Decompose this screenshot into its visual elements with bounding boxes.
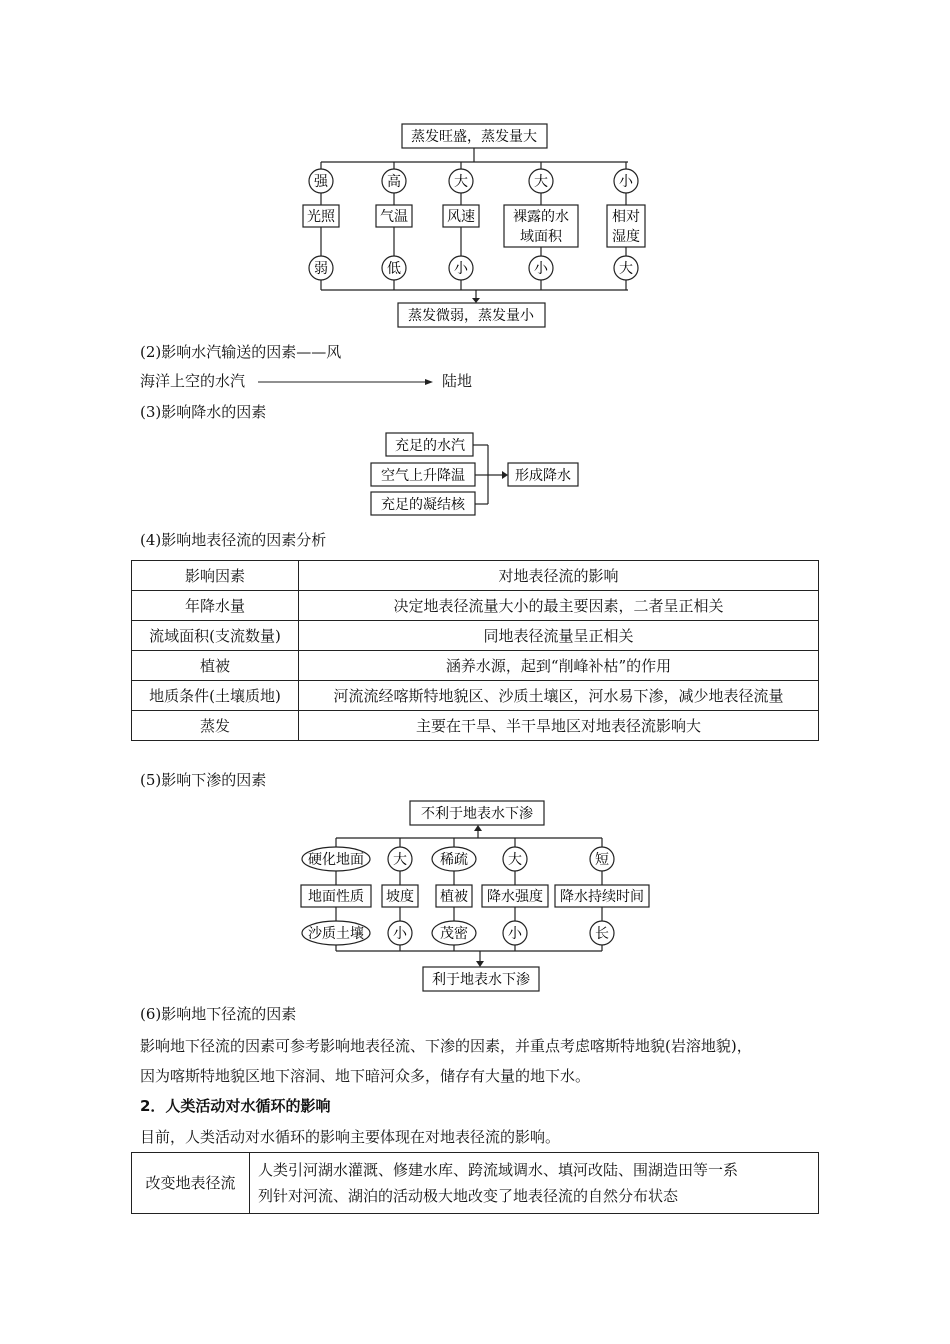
section6-line1: 影响地下径流的因素可参考影响地表径流、下渗的因素，并重点考虑喀斯特地貌(岩溶地貌)， <box>140 1037 752 1055</box>
evap-factor-label: 气温 <box>380 209 408 225</box>
evap-bottom-value: 小 <box>454 261 468 277</box>
input-label-1: 充足的水汽 <box>395 438 465 454</box>
effect-cell: 决定地表径流量大小的最主要因素，二者呈正相关 <box>299 591 819 621</box>
infil-bottom-value: 小 <box>508 926 522 942</box>
table-row <box>132 651 819 681</box>
effect-cell: 河流流经喀斯特地貌区、沙质土壤区，河水易下渗，减少地表径流量 <box>299 681 819 711</box>
evap-top-value: 小 <box>619 174 633 190</box>
section6-heading: (6)影响地下径流的因素 <box>140 1005 297 1023</box>
infil-factor-label: 坡度 <box>386 889 414 905</box>
infil-top-value: 大 <box>508 852 522 868</box>
activity-desc-cell <box>250 1153 819 1214</box>
output-label: 形成降水 <box>515 468 571 484</box>
factor-cell: 蒸发 <box>132 711 299 741</box>
evap-bottom-value: 大 <box>619 261 633 277</box>
part2-intro: 目前，人类活动对水循环的影响主要体现在对地表径流的影响。 <box>140 1128 561 1146</box>
factor-cell: 流域面积(支流数量) <box>132 621 299 651</box>
activity-desc-line2: 列针对河流、湖泊的活动极大地改变了地表径流的自然分布状态 <box>258 1187 679 1205</box>
evap-factor-label: 风速 <box>447 209 475 225</box>
evaporation-diagram <box>0 0 950 335</box>
evap-bottom-label: 蒸发微弱，蒸发量小 <box>408 308 534 324</box>
header-cell: 影响因素 <box>132 561 299 591</box>
evap-top-label: 蒸发旺盛，蒸发量大 <box>411 129 537 145</box>
evap-bottom-value: 弱 <box>314 261 328 277</box>
human-activity-table <box>131 1152 819 1214</box>
evap-factor-label: 域面积 <box>520 229 562 245</box>
vapor-destination: 陆地 <box>442 372 473 390</box>
infil-top-value: 短 <box>595 852 609 868</box>
evap-top-value: 强 <box>314 174 328 190</box>
evap-factor-label: 相对 <box>612 209 640 225</box>
evap-bottom-value: 低 <box>387 261 401 277</box>
part2-heading: 2．人类活动对水循环的影响 <box>140 1097 331 1115</box>
infil-bottom-value: 茂密 <box>440 926 468 942</box>
infiltration-diagram <box>0 795 950 995</box>
table-header-row <box>132 561 819 591</box>
effect-cell: 同地表径流量呈正相关 <box>299 621 819 651</box>
table-row <box>132 681 819 711</box>
evap-top-value: 大 <box>454 174 468 190</box>
evap-top-value: 大 <box>534 174 548 190</box>
infil-top-value: 大 <box>393 852 407 868</box>
factor-cell: 地质条件(土壤质地) <box>132 681 299 711</box>
section2-heading: (2)影响水汽输送的因素——风 <box>140 343 342 361</box>
section6-line2: 因为喀斯特地貌区地下溶洞、地下暗河众多，储存有大量的地下水。 <box>140 1067 591 1085</box>
evap-factor-label: 光照 <box>307 209 335 225</box>
infil-bottom-value: 小 <box>393 926 407 942</box>
precipitation-diagram <box>0 425 950 525</box>
header-cell: 对地表径流的影响 <box>299 561 819 591</box>
effect-cell: 主要在干旱、半干旱地区对地表径流影响大 <box>299 711 819 741</box>
section5-heading: (5)影响下渗的因素 <box>140 771 267 789</box>
evap-bottom-value: 小 <box>534 261 548 277</box>
runoff-factor-table <box>131 560 819 741</box>
input-label-2: 空气上升降温 <box>381 468 465 484</box>
section4-heading: (4)影响地表径流的因素分析 <box>140 531 327 549</box>
effect-cell: 涵养水源，起到“削峰补枯”的作用 <box>299 651 819 681</box>
evap-top-value: 高 <box>387 174 401 190</box>
factor-cell: 年降水量 <box>132 591 299 621</box>
evap-factor-label: 湿度 <box>612 229 640 245</box>
infil-bottom-value: 长 <box>595 926 609 942</box>
activity-desc-line1: 人类引河湖水灌溉、修建水库、跨流域调水、填河改陆、围湖造田等一系 <box>258 1161 739 1179</box>
infil-factor-label: 地面性质 <box>308 889 364 905</box>
table-row <box>132 621 819 651</box>
activity-label-cell: 改变地表径流 <box>132 1153 250 1214</box>
infil-factor-label: 降水强度 <box>487 889 543 905</box>
factor-cell: 植被 <box>132 651 299 681</box>
table-row <box>132 711 819 741</box>
infil-top-label: 不利于地表水下渗 <box>421 806 533 822</box>
infil-bottom-value: 沙质土壤 <box>308 926 364 942</box>
infil-top-value: 稀疏 <box>440 852 468 868</box>
infil-factor-label: 植被 <box>440 889 468 905</box>
vapor-source: 海洋上空的水汽 <box>140 372 246 390</box>
table-row <box>132 1153 819 1214</box>
transport-arrow <box>255 372 445 392</box>
infil-factor-label: 降水持续时间 <box>560 889 644 905</box>
input-label-3: 充足的凝结核 <box>381 497 465 513</box>
infil-top-value: 硬化地面 <box>308 852 364 868</box>
table-row <box>132 591 819 621</box>
infil-bottom-label: 利于地表水下渗 <box>432 972 530 988</box>
evap-factor-label: 裸露的水 <box>513 209 569 225</box>
section3-heading: (3)影响降水的因素 <box>140 403 267 421</box>
